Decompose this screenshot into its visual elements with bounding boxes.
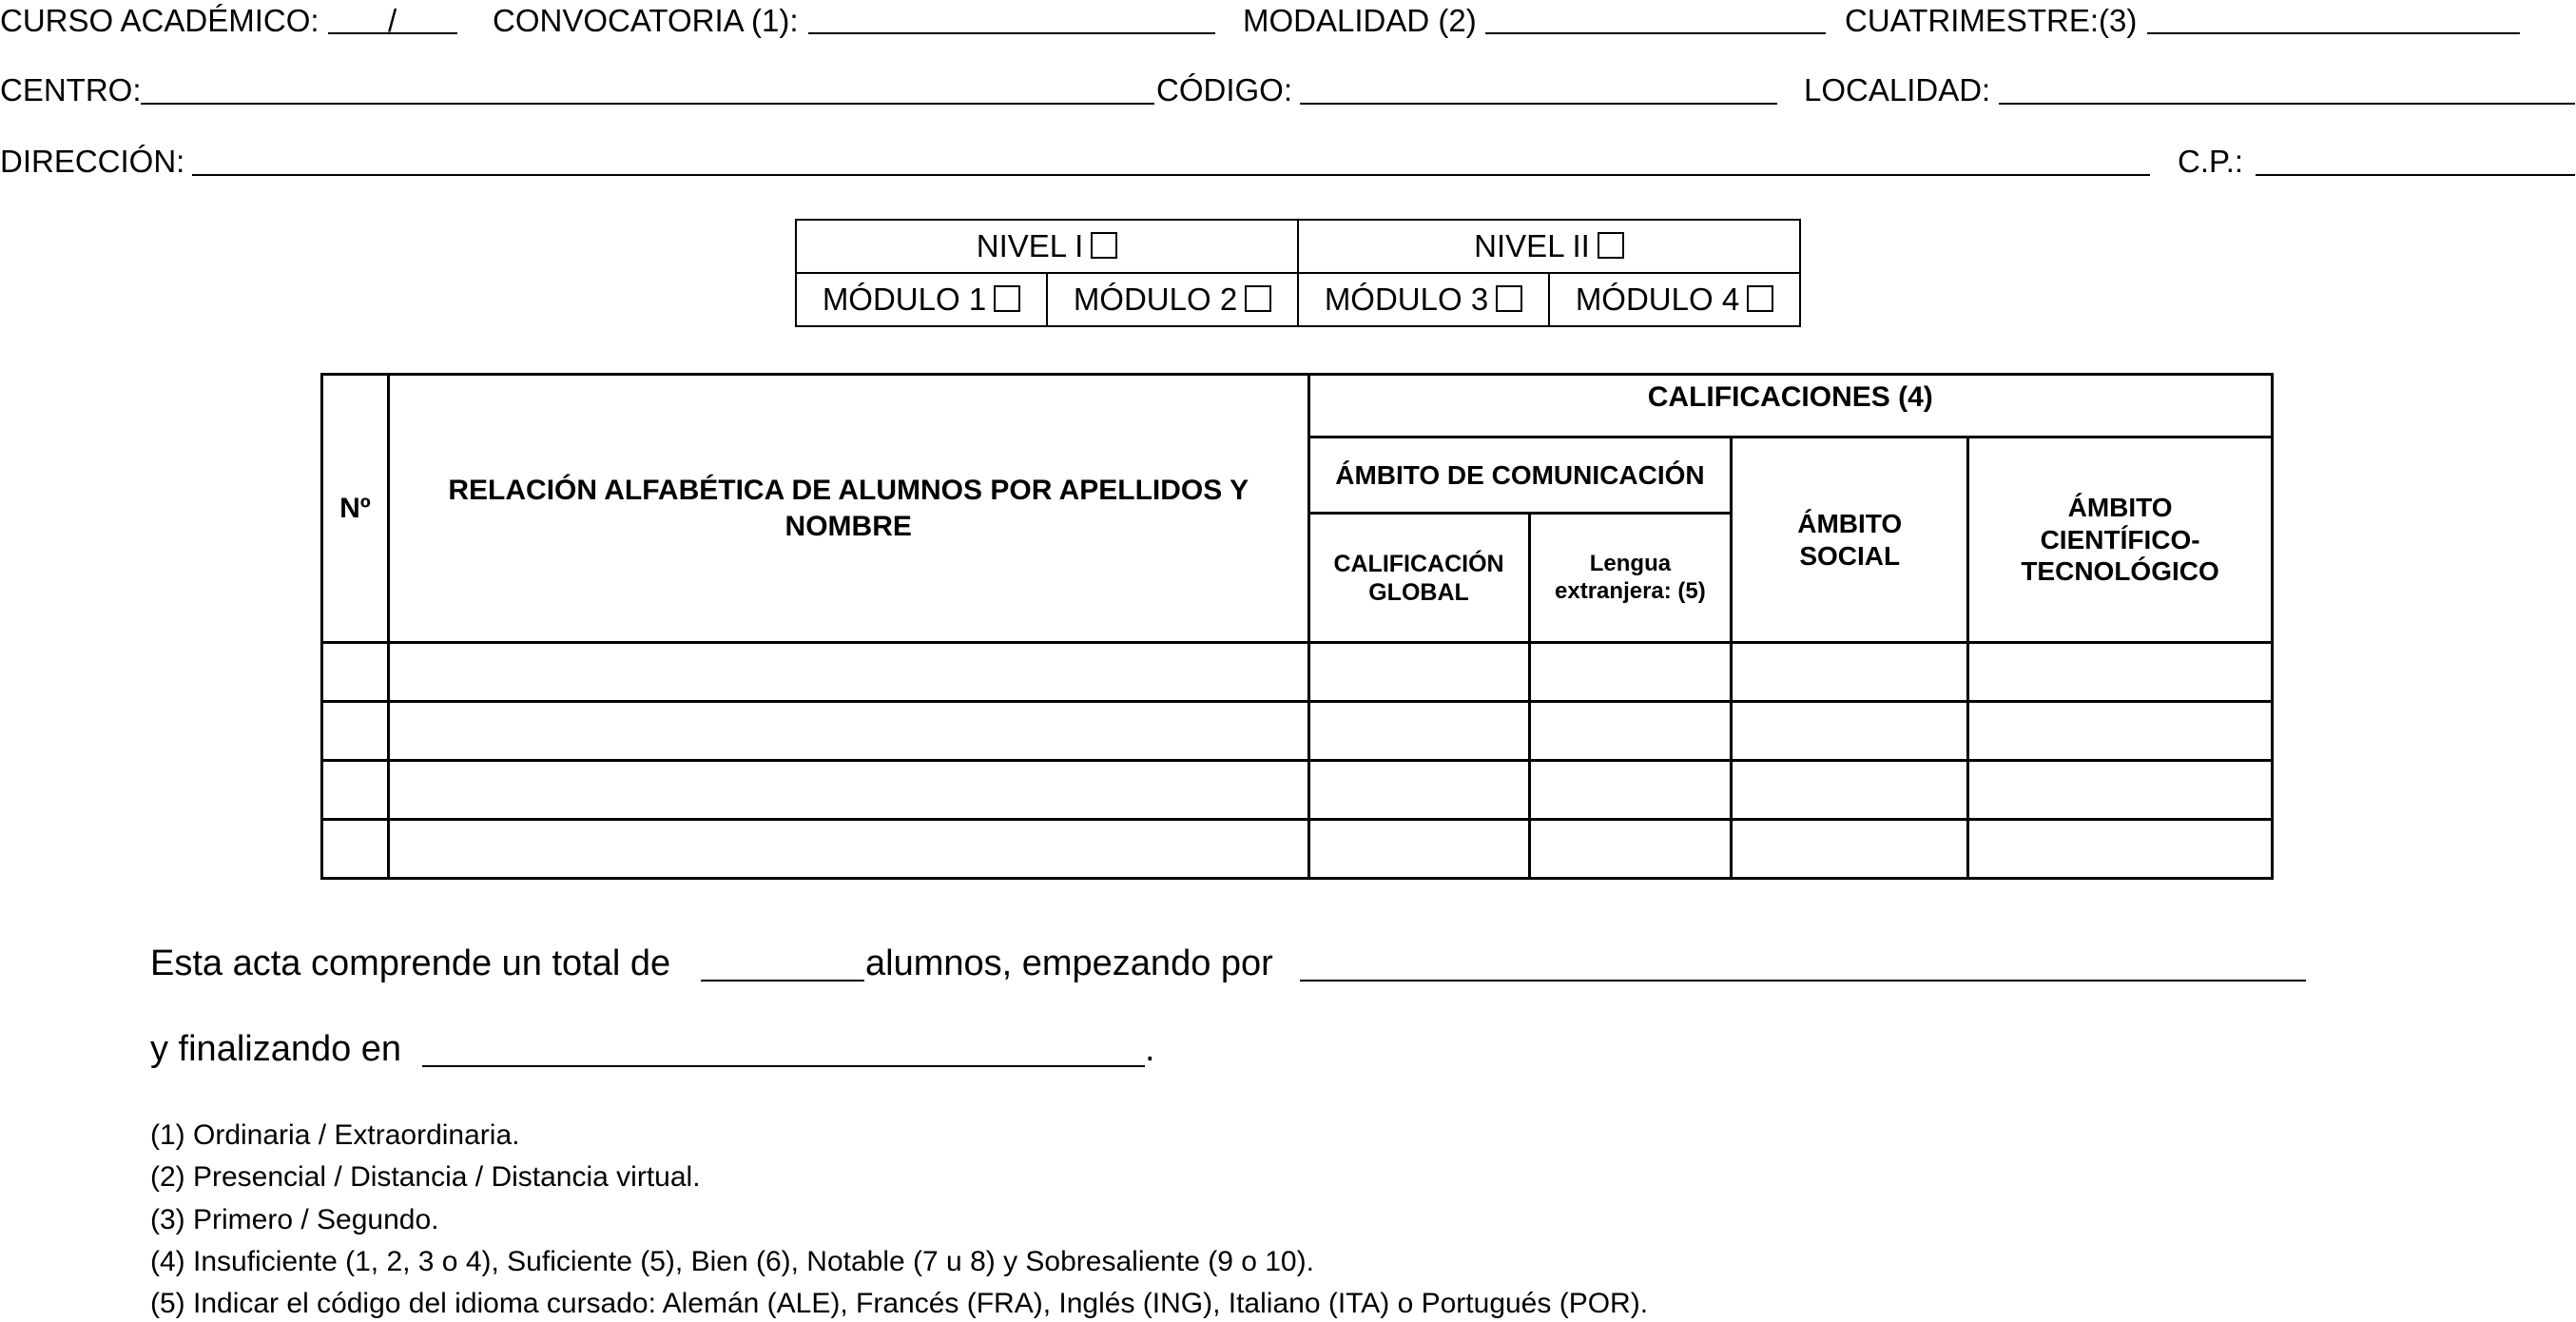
cp-label: C.P.: — [2178, 144, 2244, 179]
localidad-label: LOCALIDAD: — [1804, 72, 1991, 107]
cell-ambito-cientifico[interactable] — [1968, 643, 2273, 702]
codigo-label: CÓDIGO: — [1156, 72, 1293, 107]
modulo-4-checkbox[interactable] — [1747, 285, 1773, 312]
modulo-1-checkbox[interactable] — [994, 285, 1020, 312]
cell-ambito-cientifico[interactable] — [1968, 702, 2273, 761]
cell-calificacion-global[interactable] — [1308, 702, 1529, 761]
nivel-2-label: NIVEL II — [1474, 228, 1590, 263]
modulo-3-checkbox[interactable] — [1496, 285, 1522, 312]
modulo-2-checkbox[interactable] — [1245, 285, 1271, 312]
niveles-table — [795, 219, 1801, 327]
cuatrimestre-label: CUATRIMESTRE:(3) — [1845, 3, 2138, 38]
cell-lengua-extranjera[interactable] — [1529, 761, 1732, 820]
cell-lengua-extranjera[interactable] — [1529, 820, 1732, 879]
cell-num[interactable] — [322, 643, 389, 702]
footnote-2: (2) Presencial / Distancia / Distancia virtual. — [150, 1161, 701, 1193]
finalizando-en-field[interactable] — [422, 1065, 1145, 1067]
cell-ambito-cientifico[interactable] — [1968, 820, 2273, 879]
summary-period: . — [1145, 1029, 1155, 1069]
cell-ambito-social[interactable] — [1732, 820, 1968, 879]
cell-calificacion-global[interactable] — [1308, 643, 1529, 702]
centro-field[interactable] — [141, 103, 1154, 105]
calificaciones-header: CALIFICACIONES (4) — [1308, 375, 2272, 437]
curso-academico-slash: / — [388, 3, 397, 38]
cell-alumno[interactable] — [388, 643, 1308, 702]
codigo-field[interactable] — [1300, 103, 1777, 105]
calificacion-global-header: CALIFICACIÓN GLOBAL — [1308, 514, 1529, 643]
ambito-cientifico-header: ÁMBITO CIENTÍFICO-TECNOLÓGICO — [1968, 437, 2273, 643]
empezando-por-field[interactable] — [1300, 980, 2306, 982]
cell-ambito-social[interactable] — [1732, 643, 1968, 702]
direccion-field[interactable] — [192, 174, 2150, 176]
curso-academico-label: CURSO ACADÉMICO: — [0, 3, 320, 38]
cell-alumno[interactable] — [388, 702, 1308, 761]
localidad-field[interactable] — [1999, 103, 2575, 105]
cell-lengua-extranjera[interactable] — [1529, 643, 1732, 702]
table-row — [322, 643, 2273, 702]
modulo-4-label: MÓDULO 4 — [1575, 282, 1740, 317]
lengua-extranjera-header: Lengua extranjera: (5) — [1529, 514, 1732, 643]
footnote-5: (5) Indicar el código del idioma cursado: Alemán (ALE), Francés (FRA), Inglés (ING), Italiano (ITA) o Portugués (POR). — [150, 1288, 1649, 1319]
cell-calificacion-global[interactable] — [1308, 820, 1529, 879]
modulo-4-cell — [1549, 273, 1800, 326]
footnote-1: (1) Ordinaria / Extraordinaria. — [150, 1119, 520, 1151]
table-row — [322, 702, 2273, 761]
cell-alumno[interactable] — [388, 761, 1308, 820]
nivel-1-label: NIVEL I — [976, 228, 1084, 263]
table-row — [322, 820, 2273, 879]
ambito-comunicacion-header: ÁMBITO DE COMUNICACIÓN — [1308, 437, 1732, 514]
convocatoria-label: CONVOCATORIA (1): — [493, 3, 799, 38]
cp-field[interactable] — [2256, 174, 2575, 176]
footnote-4: (4) Insuficiente (1, 2, 3 o 4), Suficiente (5), Bien (6), Notable (7 u 8) y Sobresaliente (9 o 10). — [150, 1246, 1314, 1277]
centro-label: CENTRO: — [0, 72, 142, 107]
nivel-1-cell — [796, 220, 1298, 273]
nivel-1-checkbox[interactable] — [1091, 232, 1117, 259]
table-row — [322, 761, 2273, 820]
summary-text-3: y finalizando en — [150, 1029, 402, 1069]
modalidad-label: MODALIDAD (2) — [1243, 3, 1477, 38]
cell-ambito-social[interactable] — [1732, 761, 1968, 820]
modalidad-field[interactable] — [1485, 32, 1826, 34]
modulo-1-cell — [796, 273, 1047, 326]
cell-num[interactable] — [322, 702, 389, 761]
col-relacion-header: RELACIÓN ALFABÉTICA DE ALUMNOS POR APELLIDOS Y NOMBRE — [388, 375, 1308, 643]
col-num-header: Nº — [322, 375, 389, 643]
summary-text-2: alumnos, empezando por — [865, 943, 1273, 983]
cuatrimestre-field[interactable] — [2147, 32, 2520, 34]
nivel-2-cell — [1298, 220, 1800, 273]
cell-calificacion-global[interactable] — [1308, 761, 1529, 820]
direccion-label: DIRECCIÓN: — [0, 144, 185, 179]
summary-text-1: Esta acta comprende un total de — [150, 943, 671, 983]
cell-ambito-cientifico[interactable] — [1968, 761, 2273, 820]
total-alumnos-field[interactable] — [701, 980, 864, 982]
nivel-2-checkbox[interactable] — [1598, 232, 1624, 259]
cell-alumno[interactable] — [388, 820, 1308, 879]
footnote-3: (3) Primero / Segundo. — [150, 1204, 439, 1235]
modulo-2-cell — [1047, 273, 1298, 326]
ambito-social-header: ÁMBITO SOCIAL — [1732, 437, 1968, 643]
modulo-3-label: MÓDULO 3 — [1324, 282, 1489, 317]
cell-lengua-extranjera[interactable] — [1529, 702, 1732, 761]
modulo-1-label: MÓDULO 1 — [822, 282, 987, 317]
convocatoria-field[interactable] — [808, 32, 1215, 34]
cell-num[interactable] — [322, 820, 389, 879]
modulo-3-cell — [1298, 273, 1549, 326]
cell-num[interactable] — [322, 761, 389, 820]
modulo-2-label: MÓDULO 2 — [1073, 282, 1238, 317]
grades-table — [320, 373, 2274, 880]
cell-ambito-social[interactable] — [1732, 702, 1968, 761]
